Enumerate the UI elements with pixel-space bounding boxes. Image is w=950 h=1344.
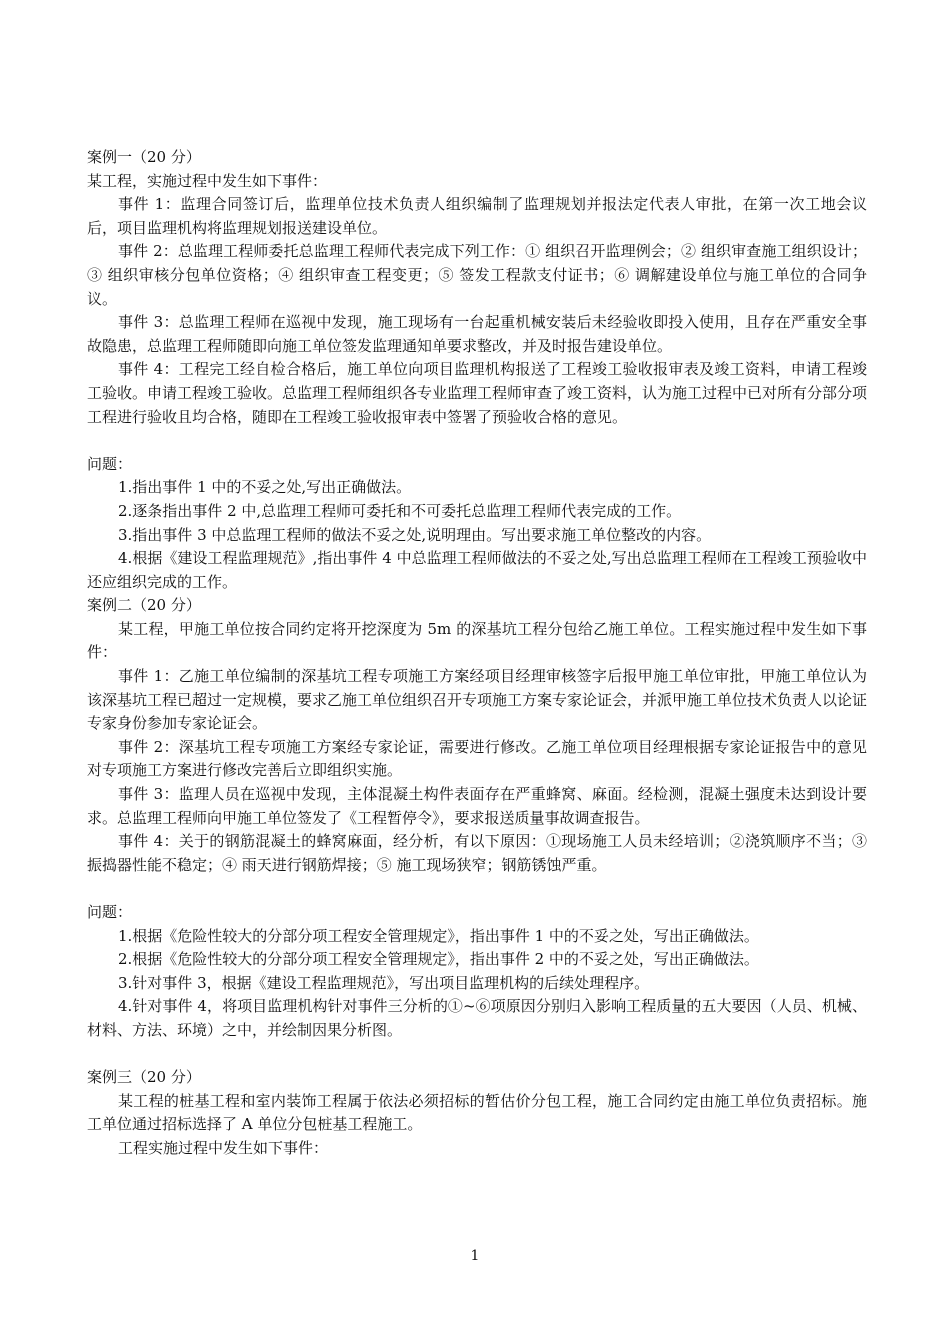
case2-event-4: 事件 4：关于的钢筋混凝土的蜂窝麻面，经分析，有以下原因：①现场施工人员未经培训；②浇筑顺序不当；③振捣器性能不稳定；④ 雨天进行钢筋焊接；⑤ 施工现场狭窄；钢筋锈蚀严重。 [87,832,867,874]
case1-event-2: 事件 2：总监理工程师委托总监理工程师代表完成下列工作：① 组织召开监理例会；② 组织审查施工组织设计；③ 组织审核分包单位资格；④ 组织审查工程变更；⑤ 签发工程款支付证书；⑥ 调解建设单位与施工单位的合同争议。 [87,242,867,308]
case2-event-3: 事件 3：监理人员在巡视中发现，主体混凝土构件表面存在严重蜂窝、麻面。经检测，混凝土强度未达到设计要求。总监理工程师向甲施工单位签发了《工程暂停令》，要求报送质量事故调查报告。 [87,785,867,827]
spacer [87,877,867,901]
case3-intro: 某工程的桩基工程和室内装饰工程属于依法必须招标的暂估价分包工程，施工合同约定由施工单位负责招标。施工单位通过招标选择了 A 单位分包桩基工程施工。 [87,1091,867,1134]
spacer [87,1043,867,1067]
case1-question-3: 3.指出事件 3 中总监理工程师的做法不妥之处,说明理由。写出要求施工单位整改的内容。 [118,525,712,544]
case1-event-4: 事件 4：工程完工经自检合格后，施工单位向项目监理机构报送了工程竣工验收报审表及竣工资料，申请工程竣工验收。申请工程竣工验收。总监理工程师组织各专业监理工程师审查了竣工资料，认为施工过程中已对所有分部分项工程进行验收且均合格，随即在工程竣工验收报审表中签署了预验收合格的意见。 [87,360,868,426]
case2-event-1: 事件 1：乙施工单位编制的深基坑工程专项施工方案经项目经理审核签字后报甲施工单位审批，甲施工单位认为该深基坑工程已超过一定规模，要求乙施工单位组织召开专项施工方案专家论证会，并派甲施工单位技术负责人以论证专家身份参加专家论证会。 [87,667,868,733]
document-page [87,146,867,1161]
case2-event-2: 事件 2：深基坑工程专项施工方案经专家论证，需要进行修改。乙施工单位项目经理根据专家论证报告中的意见对专项施工方案进行修改完善后立即组织实施。 [87,737,867,780]
case1-event-3: 事件 3：总监理工程师在巡视中发现，施工现场有一台起重机械安装后未经验收即投入使用，且存在严重安全事故隐患，总监理工程师随即向施工单位签发监理通知单要求整改，并及时报告建设单位。 [87,313,867,355]
case1-question-2: 2.逐条指出事件 2 中,总监理工程师可委托和不可委托总监理工程师代表完成的工作。 [118,501,682,520]
case1-questions-title: 问题： [87,454,133,473]
case2-title: 案例二（20 分） [87,596,201,615]
case1-event-1: 事件 1：监理合同签订后，监理单位技术负责人组织编制了监理规划并报法定代表人审批，在第一次工地会议后，项目监理机构将监理规划报送建设单位。 [87,195,867,237]
case1-title: 案例一（20 分） [87,148,201,166]
case1-question-4: 4.根据《建设工程监理规范》,指出事件 4 中总监理工程师做法的不妥之处,写出总监理工程师在工程竣工预验收中还应组织完成的工作。 [87,549,867,591]
spacer [87,429,867,453]
case3-title: 案例三（20 分） [87,1068,201,1087]
case2-questions-title: 问题： [87,903,133,921]
page-number: 1 [470,1248,480,1264]
case2-question-3: 3.针对事件 3，根据《建设工程监理规范》，写出项目监理机构的后续处理程序。 [118,973,650,992]
case1-intro: 某工程，实施过程中发生如下事件： [87,171,328,190]
case1-question-1: 1.指出事件 1 中的不妥之处,写出正确做法。 [118,478,412,497]
case2-question-2: 2.根据《危险性较大的分部分项工程安全管理规定》，指出事件 2 中的不妥之处，写出正确做法。 [118,950,759,969]
case3-events-intro: 工程实施过程中发生如下事件： [118,1138,329,1157]
case2-question-1: 1.根据《危险性较大的分部分项工程安全管理规定》，指出事件 1 中的不妥之处，写出正确做法。 [118,926,759,945]
case2-question-4: 4.针对事件 4，将项目监理机构针对事件三分析的①~⑥项原因分别归入影响工程质量的五大要因（人员、机械、材料、方法、环境）之中，并绘制因果分析图。 [87,997,867,1039]
case2-intro: 某工程，甲施工单位按合同约定将开挖深度为 5m 的深基坑工程分包给乙施工单位。工程实施过程中发生如下事件： [87,619,867,662]
